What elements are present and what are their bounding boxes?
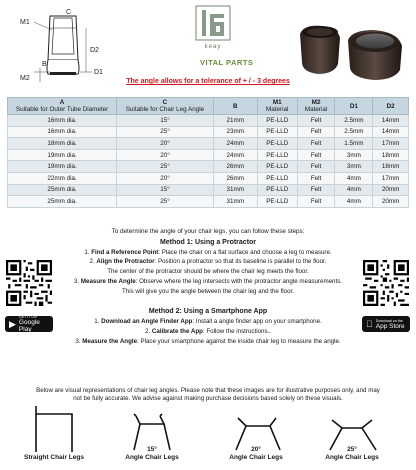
- tolerance-note: The angle allows for a tolerance of + / - 3 degrees: [126, 78, 290, 85]
- table-cell: PE-LLD: [257, 196, 297, 208]
- app-store-badge[interactable]: Download on the App Store: [362, 316, 410, 332]
- method1-step2-cont: The center of the protractor should be where the chair leg meets the floor.: [107, 268, 309, 275]
- table-cell: Felt: [297, 115, 335, 127]
- table-row: [8, 126, 409, 138]
- label-d1: D1: [94, 69, 103, 76]
- table-cell: 25°: [117, 161, 214, 173]
- table-cell: 26mm: [213, 172, 257, 184]
- table-cell: 2.5mm: [335, 126, 373, 138]
- logo-name: keay: [204, 44, 222, 50]
- glide-dimension-diagram: [14, 8, 114, 88]
- header: [0, 0, 416, 92]
- col-m2-header: M2 Material: [297, 98, 335, 115]
- angle-15-leg-shape: [134, 414, 164, 424]
- method2-step1: 1. Download an Angle Finder App: Install a angle finder app on your smartphone.: [94, 318, 322, 325]
- label-20-degrees: 20°: [251, 446, 261, 453]
- table-cell: 19mm dia.: [8, 149, 117, 161]
- method1-title: Method 1: Using a Protractor: [159, 239, 257, 246]
- logo-subtitle: VITAL PARTS: [200, 58, 254, 67]
- table-cell: PE-LLD: [257, 138, 297, 150]
- label-m1: M1: [20, 19, 30, 26]
- table-cell: Felt: [297, 196, 335, 208]
- table-cell: 20°: [117, 149, 214, 161]
- chair-leg-illustrations: [0, 404, 416, 470]
- table-row: [8, 138, 409, 150]
- col-c-header: C Suitable for Chair Leg Angle: [117, 98, 214, 115]
- col-m1-header: M1 Material: [257, 98, 297, 115]
- table-cell: 26mm: [213, 161, 257, 173]
- table-cell: 20mm: [373, 196, 409, 208]
- table-row: [8, 196, 409, 208]
- table-cell: 18mm: [373, 149, 409, 161]
- method1-step1: 1. Find a Reference Point: Place the chair on a flat surface and choose a leg to measure.: [84, 249, 332, 256]
- table-cell: 25°: [117, 126, 214, 138]
- table-cell: 18mm: [373, 161, 409, 173]
- label-straight-legs: Straight Chair Legs: [24, 454, 84, 461]
- table-cell: 17mm: [373, 172, 409, 184]
- label-20-angle-legs: Angle Chair Legs: [229, 454, 283, 461]
- col-b-header: B: [213, 98, 257, 115]
- table-cell: 23mm: [213, 126, 257, 138]
- table-cell: PE-LLD: [257, 115, 297, 127]
- table-cell: 16mm dia.: [8, 126, 117, 138]
- label-15-degrees: 15°: [147, 446, 157, 453]
- table-cell: 19mm dia.: [8, 161, 117, 173]
- table-cell: Felt: [297, 149, 335, 161]
- play-store-icon: ▶: [9, 318, 16, 329]
- table-cell: 3mm: [335, 149, 373, 161]
- qr-code-ios[interactable]: [363, 260, 409, 306]
- table-cell: 20°: [117, 172, 214, 184]
- apple-icon: [366, 319, 373, 329]
- label-15-angle-legs: Angle Chair Legs: [125, 454, 179, 461]
- label-25-degrees: 25°: [347, 446, 357, 453]
- table-cell: 4mm: [335, 196, 373, 208]
- table-cell: 25mm dia.: [8, 184, 117, 196]
- label-d2: D2: [90, 47, 99, 54]
- straight-leg-shape: [36, 406, 72, 452]
- method2-step3: 3. Measure the Angle: Place your smartphone against the inside chair leg to measure the angle.: [75, 338, 341, 345]
- table-cell: 17mm: [373, 138, 409, 150]
- table-cell: 20mm: [373, 184, 409, 196]
- disclaimer: Below are visual representations of chair leg angles. Please note that these images are for illustrative purposes only, and may not be fully accurate. We advise against making purchase decisions based solely on these visuals.: [36, 387, 380, 402]
- table-cell: PE-LLD: [257, 172, 297, 184]
- table-cell: Felt: [297, 184, 335, 196]
- angle-25-leg-shape: [332, 420, 372, 428]
- method1-step3-cont: This will give you the angle between the chair leg and the floor.: [122, 288, 294, 295]
- table-cell: 25°: [117, 196, 214, 208]
- table-cell: 15°: [117, 184, 214, 196]
- table-row: [8, 172, 409, 184]
- qr-code-android[interactable]: [6, 260, 52, 306]
- google-play-badge[interactable]: ▶ GET IT ON Google Play: [5, 316, 53, 332]
- table-header-row: [8, 98, 409, 115]
- logo-mark-icon: [182, 4, 244, 44]
- table-row: [8, 161, 409, 173]
- label-b: B: [42, 61, 47, 68]
- method2-step2: 2. Calibrate the App: Follow the instructions..: [145, 328, 271, 335]
- table-row: [8, 184, 409, 196]
- label-25-angle-legs: Angle Chair Legs: [325, 454, 379, 461]
- table-row: [8, 149, 409, 161]
- table-cell: 18mm dia.: [8, 138, 117, 150]
- method1-step2: 2. Align the Protractor: Position a protractor so that its baseline is parallel to the floor.: [89, 258, 327, 265]
- table-cell: 4mm: [335, 184, 373, 196]
- table-cell: 3mm: [335, 161, 373, 173]
- col-d2-header: D2: [373, 98, 409, 115]
- table-cell: 20°: [117, 138, 214, 150]
- spec-table: [7, 97, 409, 208]
- label-c: C: [66, 9, 72, 16]
- table-cell: PE-LLD: [257, 161, 297, 173]
- table-cell: 1.5mm: [335, 138, 373, 150]
- table-cell: 14mm: [373, 126, 409, 138]
- table-cell: Felt: [297, 172, 335, 184]
- angle-20-leg-shape: [238, 418, 276, 426]
- table-cell: 2.5mm: [335, 115, 373, 127]
- table-cell: 4mm: [335, 172, 373, 184]
- table-row: [8, 115, 409, 127]
- table-cell: 25mm dia.: [8, 196, 117, 208]
- table-cell: 31mm: [213, 184, 257, 196]
- table-cell: 31mm: [213, 196, 257, 208]
- table-cell: PE-LLD: [257, 126, 297, 138]
- table-cell: 21mm: [213, 115, 257, 127]
- label-m2: M2: [20, 75, 30, 82]
- table-cell: PE-LLD: [257, 149, 297, 161]
- method1-step3: 3. Measure the Angle: Observe where the leg intersects with the protractor angle measurements.: [73, 278, 343, 285]
- table-cell: 24mm: [213, 138, 257, 150]
- table-cell: Felt: [297, 126, 335, 138]
- table-cell: 22mm dia.: [8, 172, 117, 184]
- table-cell: 16mm dia.: [8, 115, 117, 127]
- table-cell: Felt: [297, 161, 335, 173]
- instructions-intro: To determine the angle of your chair legs, you can follow these steps:: [111, 228, 305, 235]
- table-cell: PE-LLD: [257, 184, 297, 196]
- table-cell: 24mm: [213, 149, 257, 161]
- table-cell: 15°: [117, 115, 214, 127]
- table-cell: Felt: [297, 138, 335, 150]
- method2-title: Method 2: Using a Smartphone App: [148, 308, 268, 315]
- product-photo: [296, 20, 408, 82]
- col-d1-header: D1: [335, 98, 373, 115]
- col-a-header: A Suitable for Outer Tube Diameter: [8, 98, 117, 115]
- table-cell: 14mm: [373, 115, 409, 127]
- brand-logo: [182, 4, 244, 56]
